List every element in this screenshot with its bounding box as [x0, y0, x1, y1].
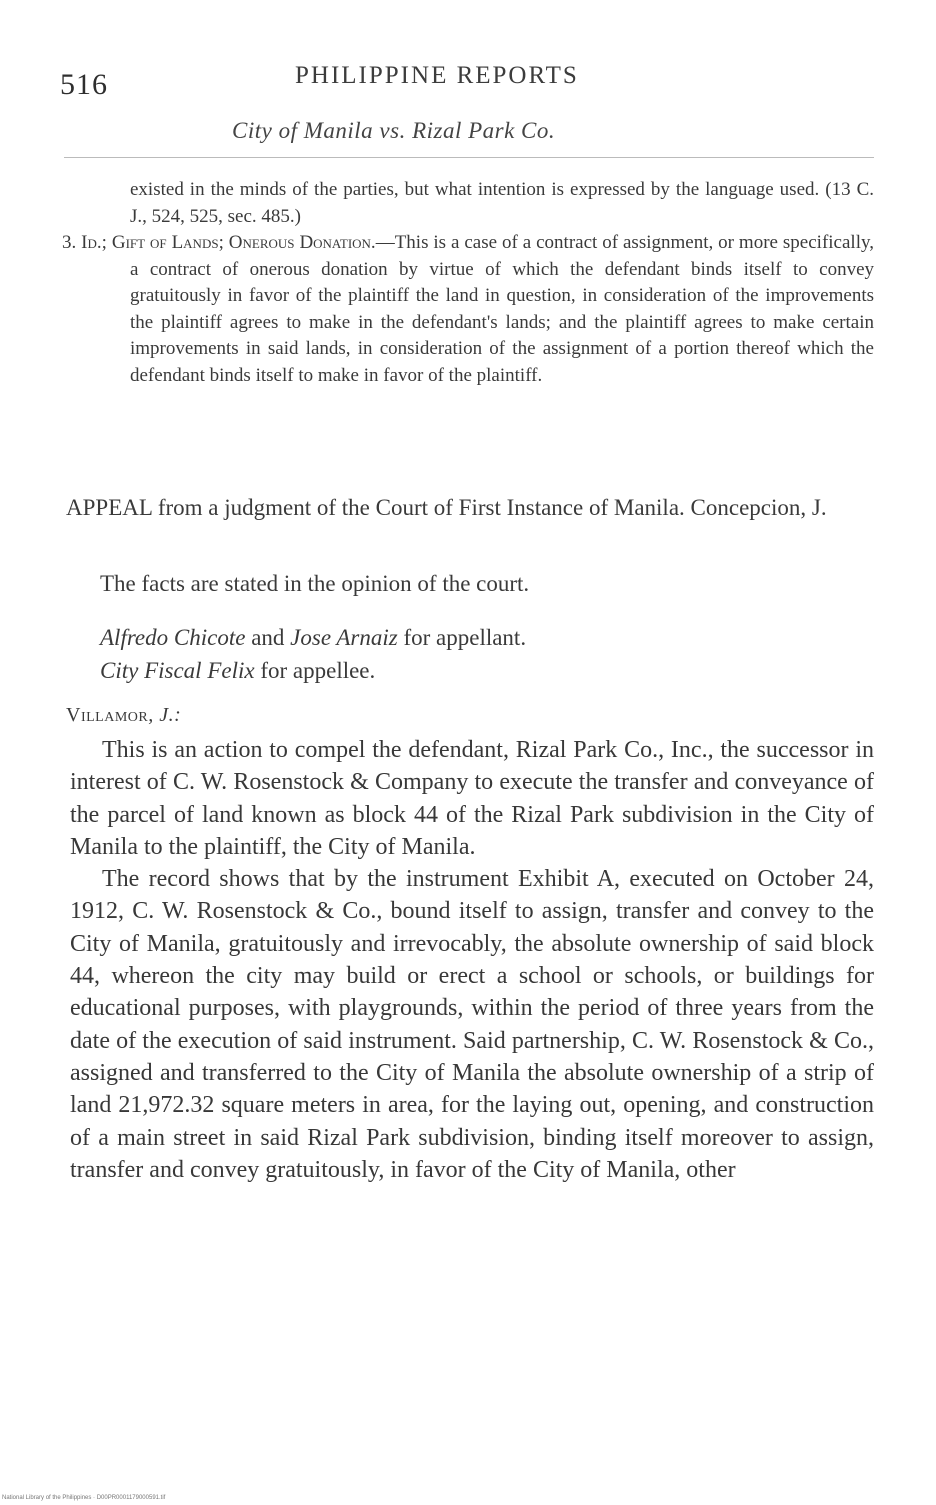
syllabus-item-3-body: —This is a case of a contract of assignment, or more specifically, a contract of onerous donation by virtue of which the defendant binds itself to convey gratuitously in favor of the plaintiff the land in question, in consideration of the improvements the plaintiff agrees to make in the defendant's lands; and the plaintiff agrees to make certain improvements in said lands, in consideration of the assignment of a portion thereof which the defendant binds itself to make in favor of the plaintiff. [130, 232, 874, 386]
case-title: City of Manila vs. Rizal Park Co. [232, 118, 556, 143]
appellee-suffix: for appellee. [254, 658, 376, 683]
justice-name: Villamor [66, 704, 149, 726]
appellant-counsel-1: Alfredo Chicote [100, 625, 246, 650]
appellant-suffix: for appellant. [397, 625, 527, 650]
appellee-counsel: City Fiscal Felix [100, 658, 255, 683]
appeal-line [66, 490, 872, 525]
syllabus-item-3 [62, 230, 874, 389]
facts-statement: The facts are stated in the opinion of the court. [100, 571, 530, 596]
appellant-counsel-2: Jose Arnaiz [290, 625, 398, 650]
appeal-text: from a judgment of the Court of First Instance of Manila. Concepcion, J. [152, 495, 827, 520]
opinion-paragraph-2: The record shows that by the instrument Exhibit A, executed on October 24, 1912, C. W. Rosenstock & Co., bound itself to assign, transfer and convey to the City of Manila, gratuitously and irrevocably, the absolute ownership of said block 44, whereon the city may build or erect a school or schools, or buildings for educational purposes, with playgrounds, within the period of three years from the date of the execution of said instrument. Said partnership, C. W. Rosenstock & Co., assigned and transferred to the City of Manila the absolute ownership of a strip of land 21,972.32 square meters in area, for the laying out, opening, and construction of a main street in said Rizal Park subdivision, binding itself moreover to assign, transfer and convey gratuitously, in favor of the City of Manila, other [70, 866, 874, 1183]
justice-suffix: , J.: [148, 704, 182, 726]
counsel-appellee [100, 654, 526, 687]
counsel-block [100, 621, 526, 687]
header-rule [64, 157, 874, 158]
scan-footer: National Library of the Philippines · D00PR0001179000591.tif [2, 1495, 166, 1501]
running-head: PHILIPPINE REPORTS [295, 62, 579, 89]
syllabus-item-3-head: 3. Id.; Gift of Lands; Onerous Donation. [62, 232, 376, 253]
opinion-paragraph-1: This is an action to compel the defendant, Rizal Park Co., Inc., the successor in interest of C. W. Rosenstock & Company to execute the transfer and conveyance of the parcel of land known as block 44 of the Rizal Park subdivision in the City of Manila to the plaintiff, the City of Manila. [70, 737, 874, 860]
justice-line [66, 704, 181, 727]
counsel-appellant [100, 621, 526, 654]
page-number: 516 [60, 68, 108, 101]
appeal-lead: APPEAL [66, 495, 153, 520]
appeal-block [66, 490, 872, 525]
syllabus [62, 177, 874, 389]
syllabus-continuation: existed in the minds of the parties, but what intention is expressed by the language used. (13 C. J., 524, 525, sec. 485.) [130, 179, 874, 227]
opinion-body [70, 734, 874, 1186]
counsel-and: and [245, 625, 291, 650]
